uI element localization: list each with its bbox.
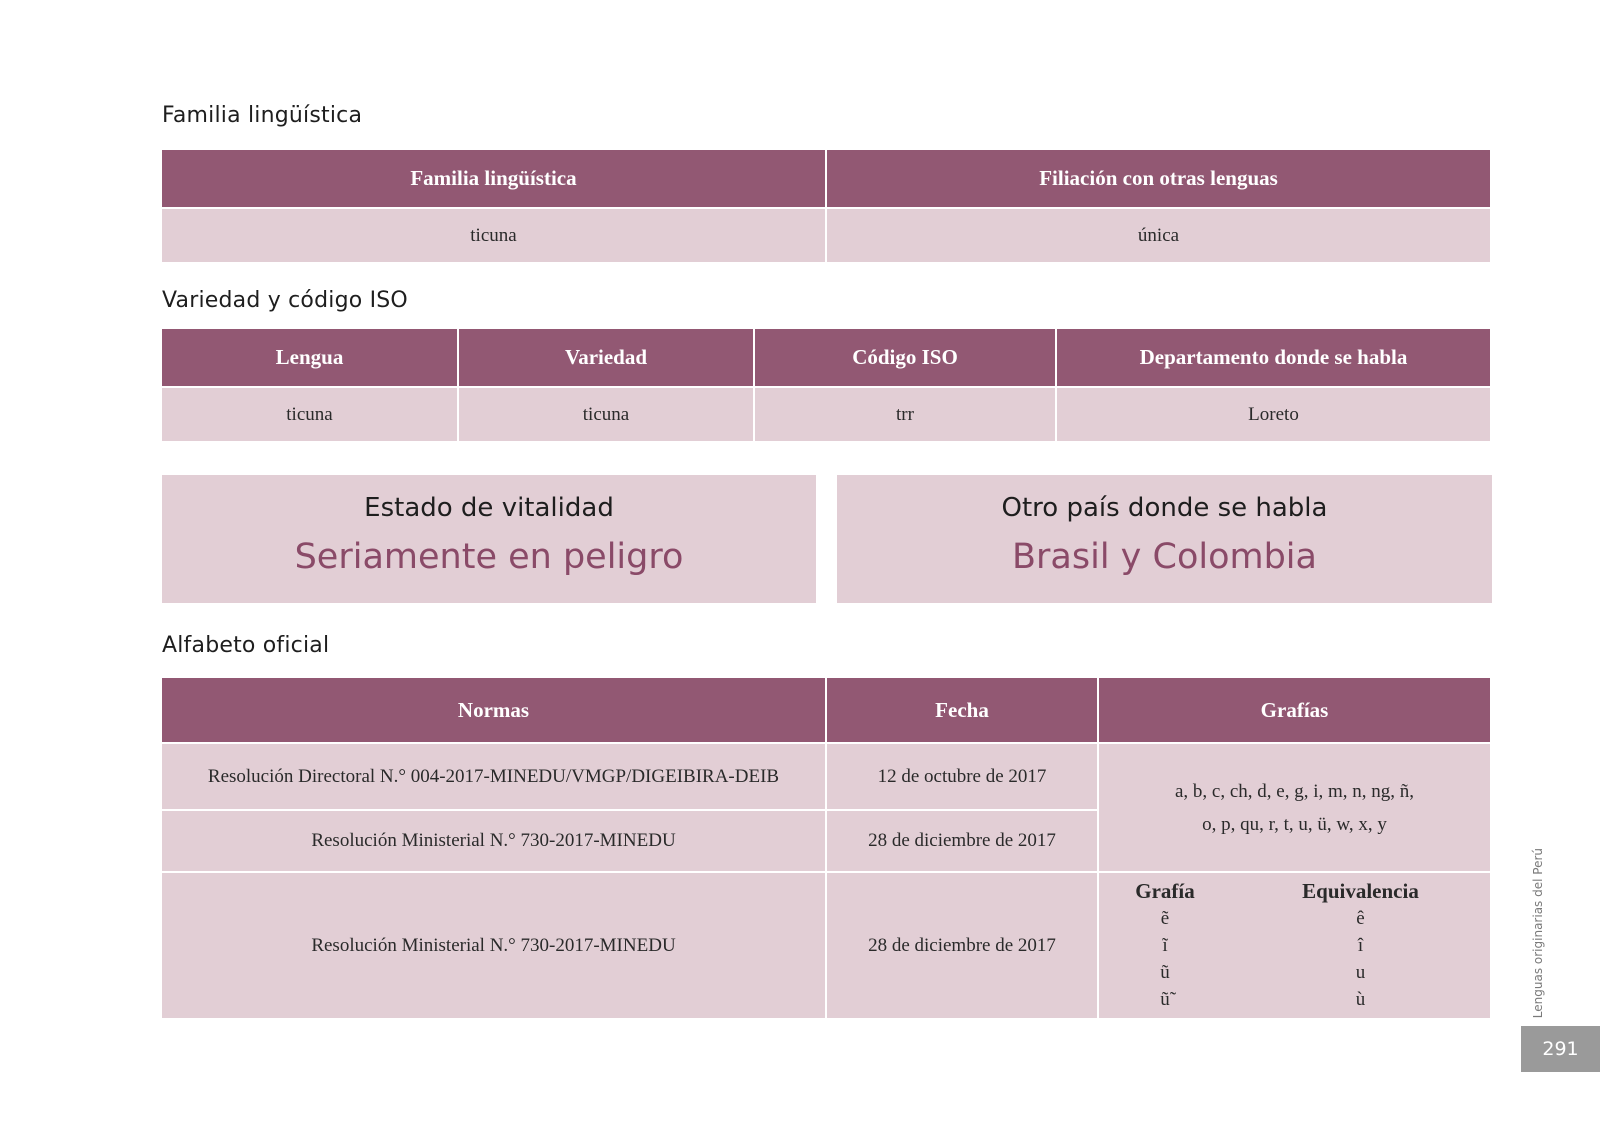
side-running-title: Lenguas originarias del Perú: [1531, 848, 1545, 1019]
cell-variedad: ticuna: [458, 387, 754, 441]
section-title-alfabeto: Alfabeto oficial: [162, 633, 330, 658]
equivalencias-cell: [1098, 872, 1490, 1018]
norma-cell: Resolución Directoral N.° 004-2017-MINEDU/VMGP/DIGEIBIRA-DEIB: [162, 743, 826, 810]
grafias-line-2: o, p, qu, r, t, u, ü, w, x, y: [1202, 813, 1387, 835]
equiv-equivalencia: ê: [1356, 908, 1365, 929]
fecha-cell: 28 de diciembre de 2017: [826, 872, 1098, 1018]
equiv-equivalencia: î: [1357, 935, 1364, 956]
header-lengua: Lengua: [162, 329, 458, 387]
grafias-line-1: a, b, c, ch, d, e, g, i, m, n, ng, ñ,: [1174, 780, 1415, 802]
alfabeto-table: [162, 678, 1490, 1018]
variedad-table: [162, 329, 1490, 441]
header-departamento: Departamento donde se habla: [1056, 329, 1490, 387]
familia-table: [162, 150, 1490, 262]
header-filiacion: Filiación con otras lenguas: [826, 150, 1490, 208]
otro-pais-box: [837, 475, 1492, 603]
vitalidad-label: Estado de vitalidad: [364, 493, 614, 523]
cell-codigo-iso: trr: [754, 387, 1056, 441]
header-normas: Normas: [162, 678, 826, 743]
fecha-cell: 12 de octubre de 2017: [826, 743, 1098, 810]
cell-lengua: ticuna: [162, 387, 458, 441]
norma-cell: Resolución Ministerial N.° 730-2017-MINEDU: [162, 810, 826, 872]
header-grafias: Grafías: [1098, 678, 1490, 743]
vitalidad-value: Seriamente en peligro: [294, 537, 684, 577]
section-title-variedad: Variedad y código ISO: [162, 288, 408, 313]
equiv-equivalencia: ù: [1355, 989, 1366, 1010]
vitalidad-box: [162, 475, 816, 603]
fecha-cell: 28 de diciembre de 2017: [826, 810, 1098, 872]
section-title-familia: Familia lingüística: [162, 103, 363, 128]
equivalencias-table: [1099, 878, 1490, 1013]
header-variedad: Variedad: [458, 329, 754, 387]
norma-cell: Resolución Ministerial N.° 730-2017-MINEDU: [162, 872, 826, 1018]
header-fecha: Fecha: [826, 678, 1098, 743]
otro-pais-label: Otro país donde se habla: [1001, 493, 1328, 523]
equiv-grafia: ĩ: [1162, 935, 1168, 956]
equiv-header-equivalencia: Equivalencia: [1302, 879, 1419, 903]
cell-departamento: Loreto: [1056, 387, 1490, 441]
cell-filiacion: única: [826, 208, 1490, 262]
header-familia: Familia lingüística: [162, 150, 826, 208]
header-codigo-iso: Código ISO: [754, 329, 1056, 387]
equiv-equivalencia: u: [1355, 962, 1366, 983]
equiv-grafia: ũ̃: [1160, 989, 1170, 1010]
equiv-grafia: ũ: [1160, 962, 1170, 983]
otro-pais-value: Brasil y Colombia: [1012, 537, 1317, 577]
equiv-header-grafia: Grafía: [1135, 879, 1195, 903]
cell-familia: ticuna: [162, 208, 826, 262]
page-number: 291: [1521, 1026, 1600, 1072]
grafias-cell: [1098, 743, 1490, 872]
equiv-grafia: ẽ: [1160, 908, 1170, 929]
